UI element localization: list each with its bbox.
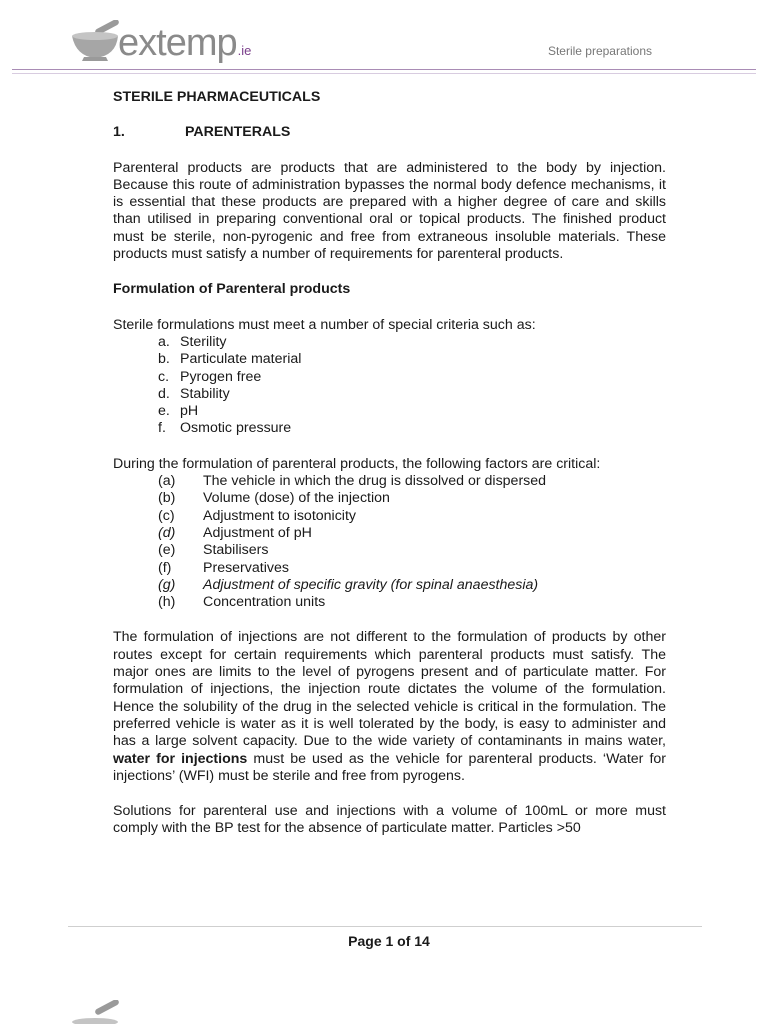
factors-intro: During the formulation of parenteral products, the following factors are critical: [113,455,601,472]
list-item: (f) Preservatives [158,559,289,576]
footer-rule [68,926,702,927]
header-section-label: Sterile preparations [547,44,652,58]
list-item: (g) Adjustment of specific gravity (for spinal anaesthesia) [158,576,539,593]
factors-list [113,473,666,611]
list-item: (a) The vehicle in which the drug is dissolved or dispersed [158,473,547,490]
list-item: a. Sterility [158,333,227,350]
criteria-list [113,334,666,438]
list-item: e. pH [158,403,199,420]
page-header [0,0,768,78]
extemp-logo-next-page [70,1000,122,1024]
section-number: 1. [113,124,125,141]
page-number: Page 1 of 14 [348,933,430,949]
particulate-paragraph: Solutions for parenteral use and injections with a volume of 100mL or more must comply with the BP test for the absence of particulate matter. Particles >50 [113,803,666,837]
section-heading [113,124,666,141]
mortar-pestle-icon [70,1000,122,1024]
formulation-heading: Formulation of Parenteral products [113,281,351,298]
logo-wordmark: extemp.ie [118,22,252,64]
header-rule [12,69,756,70]
list-item: d. Stability [158,385,230,402]
mortar-pestle-icon [70,20,122,62]
list-item: c. Pyrogen free [158,368,262,385]
list-item: (d) Adjustment of pH [158,524,312,541]
document-title: STERILE PHARMACEUTICALS [113,89,321,105]
document-body [113,88,666,838]
section-title: PARENTERALS [185,124,291,141]
header-rule-secondary [12,73,756,74]
list-item: (b) Volume (dose) of the injection [158,490,390,507]
formulation-paragraph: The formulation of injections are not different to the formulation of products by other routes except for certain requirements which parenteral products must satisfy. The major ones are limits to the level of pyrogens present and of particulate matter. For formulation of injections, the injection route dictates the volume of the formulation. Hence the solubility of the drug in the selected vehicle is critical in the formulation. The preferred vehicle is water as it is well tolerated by the body, is easy to administer and has a large solvent capacity. Due to the wide variety of contaminants in mains water, water for injections must be used as the vehicle for parenteral products. ‘Water for injections’ (WFI) must be sterile and free from pyrogens. [113,629,667,784]
list-item: (e) Stabilisers [158,542,269,559]
intro-paragraph: Parenteral products are products that are administered to the body by injection. Because this route of administration bypasses the normal body defence mechanisms, it is essential that these products are prepared with a higher degree of care and skills than utilised in preparing conventional oral or topical products. The finished product must be sterile, non-pyrogenic and free from extraneous insoluble materials. These products must satisfy a number of requirements for parenteral products. [113,159,666,263]
list-item: b. Particulate material [158,351,302,368]
list-item: f. Osmotic pressure [158,420,292,437]
extemp-logo [70,12,251,62]
criteria-intro: Sterile formulations must meet a number of special criteria such as: [113,316,536,333]
list-item: (h) Concentration units [158,594,326,611]
list-item: (c) Adjustment to isotonicity [158,507,356,524]
